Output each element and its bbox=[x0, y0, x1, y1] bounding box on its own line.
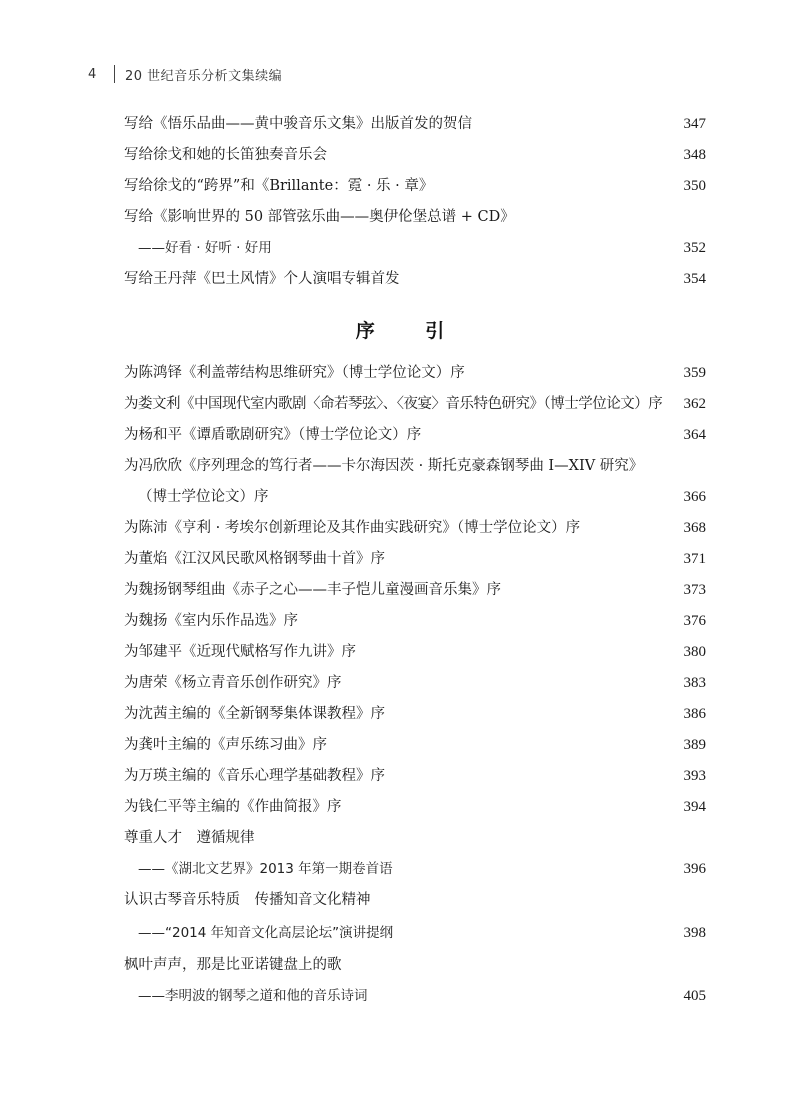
toc-entry bbox=[124, 640, 706, 664]
toc-entry-page: 380 bbox=[683, 644, 706, 660]
toc-entry-title: 写给徐戈的“跨界”和《Brillante：霓 · 乐 · 章》 bbox=[124, 178, 434, 194]
toc-entry bbox=[124, 578, 706, 602]
toc-entry-title: 枫叶声声，那是比亚诺键盘上的歌 bbox=[124, 957, 342, 973]
header-divider bbox=[114, 65, 115, 83]
toc-entry-title: ——“2014 年知音文化高层论坛”演讲提纲 bbox=[138, 925, 394, 941]
toc-entry-page: 359 bbox=[683, 365, 706, 381]
toc-entry-page: 371 bbox=[683, 551, 706, 567]
toc-entry-page: 366 bbox=[683, 489, 706, 505]
toc-entry-title: 为龚叶主编的《声乐练习曲》序 bbox=[124, 737, 327, 753]
toc-entry-title: 为万瑛主编的《音乐心理学基础教程》序 bbox=[124, 768, 385, 784]
toc-entry-page: 394 bbox=[683, 799, 706, 815]
toc-entry-title: 为唐荣《杨立青音乐创作研究》序 bbox=[124, 675, 342, 691]
toc-entry bbox=[124, 516, 706, 540]
toc-entry-title: 写给徐戈和她的长笛独奏音乐会 bbox=[124, 147, 327, 163]
toc-entry bbox=[124, 733, 706, 757]
toc-entry-page: 362 bbox=[683, 396, 706, 412]
toc-entry-page: 350 bbox=[683, 178, 706, 194]
page-number: 4 bbox=[88, 66, 97, 82]
toc-entry bbox=[124, 547, 706, 571]
toc-entry-title: 为邹建平《近现代赋格写作九讲》序 bbox=[124, 644, 356, 660]
toc-entry bbox=[124, 423, 706, 447]
toc-entry-page: 376 bbox=[683, 613, 706, 629]
toc-entry-title: 为钱仁平等主编的《作曲简报》序 bbox=[124, 799, 342, 815]
toc-entry-title: 写给《影响世界的 50 部管弦乐曲——奥伊伦堡总谱 + CD》 bbox=[124, 209, 515, 225]
toc-entry bbox=[124, 609, 706, 633]
toc-entry bbox=[124, 671, 706, 695]
toc-entry-page: 368 bbox=[683, 520, 706, 536]
toc-entry bbox=[124, 826, 706, 850]
toc-entry-subtitle bbox=[124, 984, 706, 1008]
toc-entry-page: 347 bbox=[683, 116, 706, 132]
toc-entry-title: 为魏扬《室内乐作品选》序 bbox=[124, 613, 298, 629]
toc-entry-page: 348 bbox=[683, 147, 706, 163]
toc-entry bbox=[124, 454, 706, 478]
toc-entry-title: 为娄文利《中国现代室内歌剧〈命若琴弦〉、〈夜宴〉音乐特色研究》（博士学位论文）序 bbox=[124, 396, 663, 412]
toc-entry-subtitle bbox=[124, 921, 706, 945]
toc-entry-page: 386 bbox=[683, 706, 706, 722]
toc-entry-title: 认识古琴音乐特质 传播知音文化精神 bbox=[124, 892, 371, 908]
toc-entry-title: ——好看 · 好听 · 好用 bbox=[138, 240, 272, 256]
toc-entry-title: 为沈茜主编的《全新钢琴集体课教程》序 bbox=[124, 706, 385, 722]
book-title: 20 世纪音乐分析文集续编 bbox=[125, 68, 283, 84]
toc-entry bbox=[124, 361, 706, 385]
running-header bbox=[88, 63, 282, 85]
toc-entry-page: 352 bbox=[683, 240, 706, 256]
toc-entry-page: 405 bbox=[683, 988, 706, 1004]
toc-entry-title: 为魏扬钢琴组曲《赤子之心——丰子恺儿童漫画音乐集》序 bbox=[124, 582, 501, 598]
toc-entry-title: 为冯欣欣《序列理念的笃行者——卡尔海因茨 · 斯托克豪森钢琴曲 I—XIV 研究》 bbox=[124, 458, 644, 474]
toc-entry bbox=[124, 205, 706, 229]
toc-entry-title: 写给王丹萍《巴土风情》个人演唱专辑首发 bbox=[124, 271, 400, 287]
toc-entry bbox=[124, 702, 706, 726]
toc-entry bbox=[124, 392, 706, 416]
toc-entry-page: 373 bbox=[683, 582, 706, 598]
toc-entry-page: 354 bbox=[683, 271, 706, 287]
toc-entry-page: 393 bbox=[683, 768, 706, 784]
toc-entry-title: （博士学位论文）序 bbox=[138, 489, 269, 505]
toc-entry-title: 为陈鸿铎《利盖蒂结构思维研究》（博士学位论文）序 bbox=[124, 365, 465, 381]
toc-entry-title: ——李明波的钢琴之道和他的音乐诗词 bbox=[138, 988, 368, 1004]
toc-entry bbox=[124, 953, 706, 977]
toc-entry-page: 383 bbox=[683, 675, 706, 691]
toc-entry-page: 389 bbox=[683, 737, 706, 753]
toc-entry-page: 364 bbox=[683, 427, 706, 443]
toc-entry bbox=[124, 888, 706, 912]
toc-entry-page: 396 bbox=[683, 861, 706, 877]
toc-entry-title: ——《湖北文艺界》2013 年第一期卷首语 bbox=[138, 861, 393, 877]
toc-entry-title: 为陈沛《亨利 · 考埃尔创新理论及其作曲实践研究》（博士学位论文）序 bbox=[124, 520, 581, 536]
toc-entry-subtitle bbox=[124, 857, 706, 881]
toc-entry-title: 为董焰《江汉风民歌风格钢琴曲十首》序 bbox=[124, 551, 385, 567]
toc-entry-title: 为杨和平《谭盾歌剧研究》（博士学位论文）序 bbox=[124, 427, 422, 443]
toc-entry bbox=[124, 795, 706, 819]
toc-entry-subtitle bbox=[124, 236, 706, 260]
toc-entry-title: 尊重人才 遵循规律 bbox=[124, 830, 255, 846]
toc-entry-page: 398 bbox=[683, 925, 706, 941]
toc-entry bbox=[124, 764, 706, 788]
toc-entry bbox=[124, 112, 706, 136]
toc-entry bbox=[124, 143, 706, 167]
toc-entry bbox=[124, 174, 706, 198]
toc-entry-title: 写给《悟乐品曲——黄中骏音乐文集》出版首发的贺信 bbox=[124, 116, 472, 132]
toc-entry bbox=[124, 267, 706, 291]
toc-entry-continuation bbox=[124, 485, 706, 509]
section-heading: 序 引 bbox=[355, 320, 467, 342]
